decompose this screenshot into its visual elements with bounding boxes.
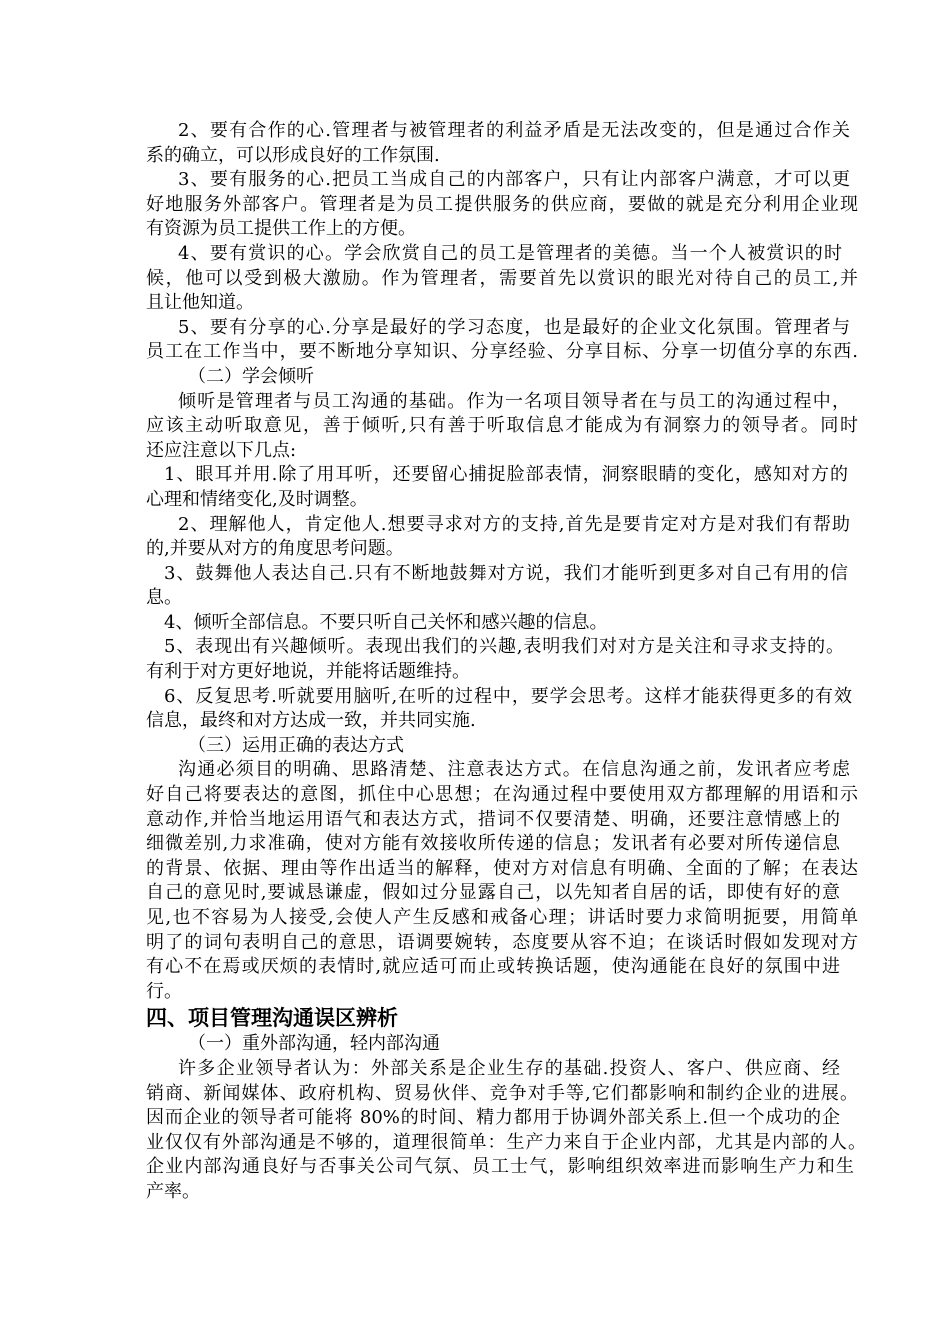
paragraph-line: 行。 (146, 980, 182, 1002)
section-subheading: （一）重外部沟通，轻内部沟通 (188, 1033, 440, 1055)
paragraph-line: 因而企业的领导者可能将 80%的时间、精力都用于协调外部关系上.但一个成功的企 (146, 1107, 840, 1129)
paragraph-line: 3、鼓舞他人表达自己.只有不断地鼓舞对方说，我们才能听到更多对自己有用的信 (164, 562, 848, 584)
paragraph-line: 且让他知道。 (146, 292, 254, 314)
paragraph-line: 明了的词句表明自己的意思，语调要婉转，态度要从容不迫；在谈话时假如发现对方 (146, 931, 858, 953)
paragraph-line: 的,并要从对方的角度思考问题。 (146, 538, 404, 560)
section-subheading: （二）学会倾听 (188, 365, 314, 387)
section-subheading: （三）运用正确的表达方式 (188, 734, 404, 756)
paragraph-line: 5、表现出有兴趣倾听。表现出我们的兴趣,表明我们对对方是关注和寻求支持的。 (164, 636, 844, 658)
paragraph-line: 4、倾听全部信息。不要只听自己关怀和感兴趣的信息。 (164, 611, 608, 633)
paragraph-line: 企业内部沟通良好与否事关公司气氛、员工士气，影响组织效率进而影响生产力和生 (146, 1156, 854, 1178)
paragraph-line: 业仅仅有外部沟通是不够的，道理很简单：生产力来自于企业内部，尤其是内部的人。 (146, 1131, 866, 1153)
paragraph-line: 2、理解他人，肯定他人.想要寻求对方的支持,首先是要肯定对方是对我们有帮助 (178, 513, 850, 535)
paragraph-line: 意动作,并恰当地运用语气和表达方式，措词不仅要清楚、明确，还要注意情感上的 (146, 808, 840, 830)
paragraph-line: 候，他可以受到极大激励。作为管理者，需要首先以赏识的眼光对待自己的员工,并 (146, 267, 858, 289)
paragraph-line: 心理和情绪变化,及时调整。 (146, 488, 368, 510)
paragraph-line: 自己的意见时,要诚恳谦虚，假如过分显露自己，以先知者自居的话，即使有好的意 (146, 882, 840, 904)
paragraph-line: 有利于对方更好地说，并能将话题维持。 (146, 661, 470, 683)
paragraph-line: 还应注意以下几点: (146, 439, 297, 461)
paragraph-line: 细微差别,力求准确，使对方能有效接收所传递的信息；发讯者有必要对所传递信息 (146, 833, 840, 855)
paragraph-line: 许多企业领导者认为：外部关系是企业生存的基础.投资人、客户、供应商、经 (178, 1057, 840, 1079)
paragraph-line: 员工在工作当中，要不断地分享知识、分享经验、分享目标、分享一切值分享的东西. (146, 341, 858, 363)
paragraph-line: 3、要有服务的心.把员工当成自己的内部客户，只有让内部客户满意，才可以更 (178, 169, 850, 191)
paragraph-line: 有资源为员工提供工作上的方便。 (146, 218, 416, 240)
paragraph-line: 的背景、依据、理由等作出适当的解释，使对方对信息有明确、全面的了解；在表达 (146, 857, 858, 879)
paragraph-line: 信息，最终和对方达成一致，并共同实施. (146, 710, 476, 732)
paragraph-line: 见,也不容易为人接受,会使人产生反感和戒备心理；讲话时要力求简明扼要，用简单 (146, 907, 858, 928)
paragraph-line: 息。 (146, 587, 182, 609)
paragraph-line: 1、眼耳并用.除了用耳听，还要留心捕捉脸部表情，洞察眼睛的变化，感知对方的 (164, 464, 848, 486)
section-heading: 四、项目管理沟通误区辨析 (146, 1005, 398, 1031)
paragraph-line: 系的确立，可以形成良好的工作氛围. (146, 144, 440, 166)
paragraph-line: 好地服务外部客户。管理者是为员工提供服务的供应商，要做的就是充分利用企业现 (146, 193, 858, 215)
paragraph-line: 产率。 (146, 1180, 200, 1202)
paragraph-line: 倾听是管理者与员工沟通的基础。作为一名项目领导者在与员工的沟通过程中， (178, 390, 850, 412)
paragraph-line: 5、要有分享的心.分享是最好的学习态度，也是最好的企业文化氛围。管理者与 (178, 316, 850, 338)
paragraph-line: 销商、新闻媒体、政府机构、贸易伙伴、竞争对手等,它们都影响和制约企业的进展。 (146, 1082, 858, 1104)
paragraph-line: 应该主动听取意见，善于倾听,只有善于听取信息才能成为有洞察力的领导者。同时 (146, 415, 858, 437)
paragraph-line: 有心不在焉或厌烦的表情时,就应适可而止或转换话题，使沟通能在良好的氛围中进 (146, 956, 840, 978)
paragraph-line: 沟通必须目的明确、思路清楚、注意表达方式。在信息沟通之前，发讯者应考虑 (178, 759, 850, 781)
paragraph-line: 6、反复思考.听就要用脑听,在听的过程中，要学会思考。这样才能获得更多的有效 (164, 685, 852, 707)
paragraph-line: 4、要有赏识的心。学会欣赏自己的员工是管理者的美德。当一个人被赏识的时 (178, 242, 842, 264)
paragraph-line: 好自己将要表达的意图，抓住中心思想；在沟通过程中要使用双方都理解的用语和示 (146, 784, 858, 806)
paragraph-line: 2、要有合作的心.管理者与被管理者的利益矛盾是无法改变的，但是通过合作关 (178, 120, 850, 141)
